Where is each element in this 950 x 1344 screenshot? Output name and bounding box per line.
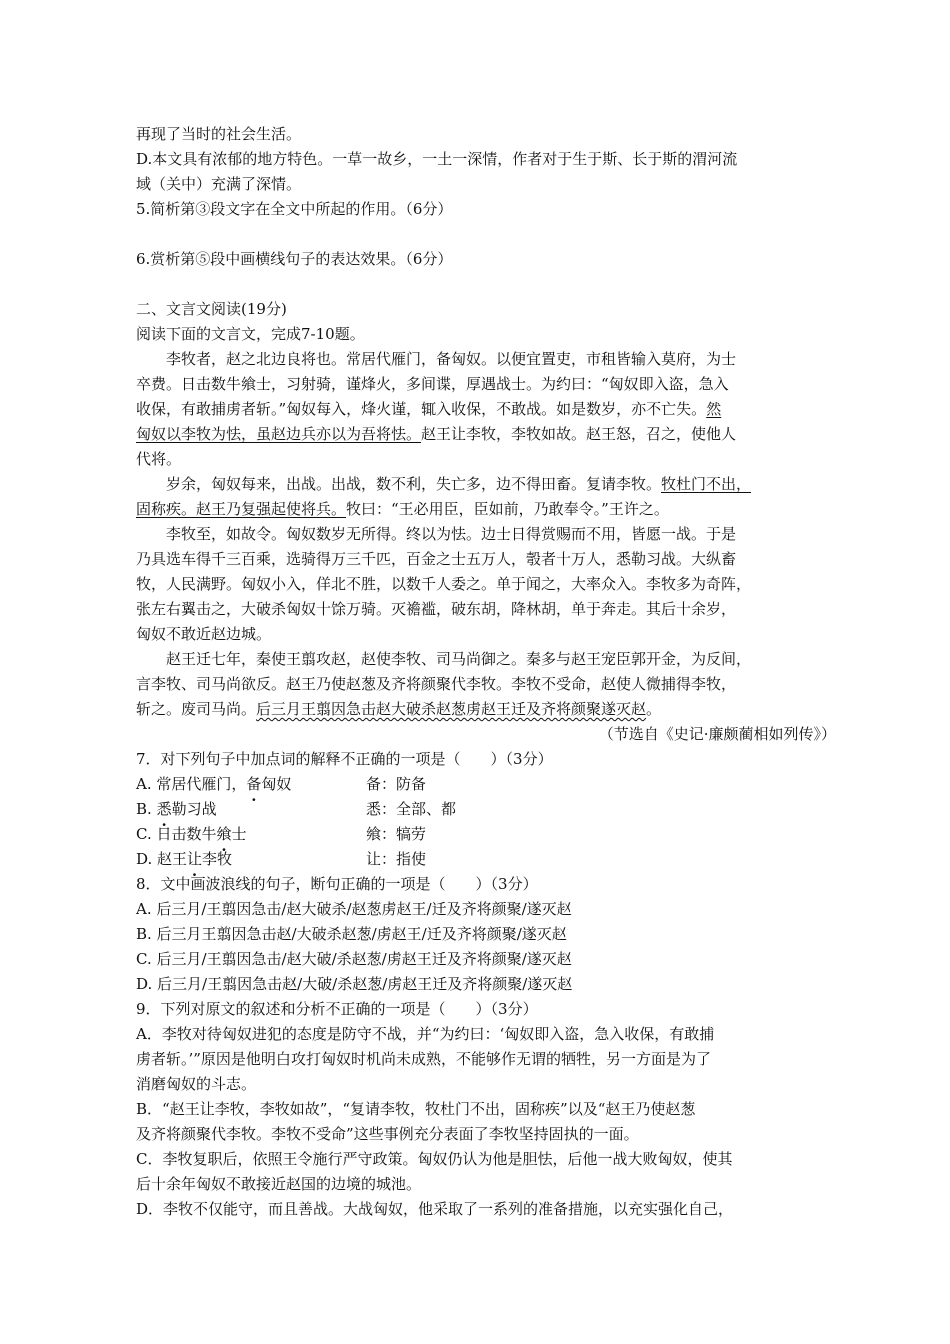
document-page xyxy=(136,122,836,1222)
passage-line: 岁余，匈奴每来，出战。出战，数不利，失亡多，边不得田畜。复请李牧。牧杜门不出， xyxy=(166,475,752,493)
q9-option-a: 虏者斩。’”原因是他明白攻打匈奴时机尚未成熟，不能够作无谓的牺牲，另一方面是为了 xyxy=(136,1050,711,1068)
question-6: 6.赏析第⑤段中画横线句子的表达效果。（6分） xyxy=(136,250,453,268)
q9-option-b: B．“赵王让李牧，李牧如故”，“复请李牧，牧杜门不出，固称疾”以及“赵王乃使赵葱 xyxy=(136,1100,696,1118)
wavy-underlined-sentence: 后三月王翦因急击赵大破杀赵葱虏赵王迁及齐将颜聚遂灭赵 xyxy=(256,700,647,718)
underlined-sentence: 固称疾。赵王乃复强起使将兵。 xyxy=(136,500,347,518)
passage-line: 斩之。废司马尚。后三月王翦因急击赵大破杀赵葱虏赵王迁及齐将颜聚遂灭赵。 xyxy=(136,700,662,718)
passage-line: 乃具选车得千三百乘，选骑得万三千匹，百金之士五万人，彀者十万人，悉勒习战。大纵畜 xyxy=(136,550,737,568)
passage-line: 李牧者，赵之北边良将也。常居代雁门，备匈奴。以便宜置吏，市租皆输入莫府，为士 xyxy=(166,350,737,368)
question-8: 8．文中画波浪线的句子，断句正确的一项是（ ）（3分） xyxy=(136,875,538,893)
passage-line: 匈奴不敢近赵边城。 xyxy=(136,625,272,643)
question-5: 5.简析第③段文字在全文中所起的作用。（6分） xyxy=(136,200,453,218)
passage-line: 牧，人民满野。匈奴小入，佯北不胜，以数千人委之。单于闻之，大率众入。李牧多为奇阵， xyxy=(136,575,752,593)
q8-option-c: C. 后三月/王翦因急击/赵大破/杀赵葱/虏赵王迁及齐将颜聚/遂灭赵 xyxy=(136,950,572,968)
question-9: 9．下列对原文的叙述和分析不正确的一项是（ ）（3分） xyxy=(136,1000,538,1018)
passage-line: 收保，有敢捕虏者斩。”匈奴每入，烽火谨，辄入收保，不敢战。如是数岁，亦不亡失。然 xyxy=(136,400,722,418)
underlined-sentence: 然 xyxy=(706,400,722,418)
option-d-line: D.本文具有浓郁的地方特色。一草一故乡，一土一深情，作者对于生于斯、长于斯的渭河流 xyxy=(136,150,738,168)
q9-option-a: 消磨匈奴的斗志。 xyxy=(136,1075,257,1093)
q8-option-b: B. 后三月王翦因急击赵/大破杀赵葱/虏赵王/迁及齐将颜聚/遂灭赵 xyxy=(136,925,567,943)
passage-line: 代将。 xyxy=(136,450,182,468)
q9-option-b: 及齐将颜聚代李牧。李牧不受命”这些事例充分表面了李牧坚持固执的一面。 xyxy=(136,1125,639,1143)
q7-option-c: C. 日击数牛飨士 飨：犒劳 xyxy=(136,825,427,843)
q9-option-c: C．李牧复职后，依照王令施行严守政策。匈奴仍认为他是胆怯，后他一战大败匈奴，使其 xyxy=(136,1150,733,1168)
section-instruction: 阅读下面的文言文，完成7-10题。 xyxy=(136,325,365,343)
passage-line: 卒费。日击数牛飨士，习射骑，谨烽火，多间谍，厚遇战士。为约曰：“匈奴即入盗，急入 xyxy=(136,375,729,393)
passage-line: 言李牧、司马尚欲反。赵王乃使赵葱及齐将颜聚代李牧。李牧不受命，赵使人微捕得李牧， xyxy=(136,675,737,693)
text-line: 域（关中）充满了深情。 xyxy=(136,175,302,193)
passage-line: 赵王迁七年，秦使王翦攻赵，赵使李牧、司马尚御之。秦多与赵王宠臣郭开金，为反间， xyxy=(166,650,752,668)
q7-option-b: B. 悉勒习战 悉：全部、都 xyxy=(136,800,457,818)
underlined-sentence: 牧杜门不出， xyxy=(661,475,752,493)
q7-option-a: A. 常居代雁门，备匈奴 备：防备 xyxy=(136,775,427,793)
passage-line: 固称疾。赵王乃复强起使将兵。牧曰：“王必用臣，臣如前，乃敢奉令。”王许之。 xyxy=(136,500,669,518)
source-citation: （节选自《史记·廉颇蔺相如列传》） xyxy=(598,725,836,743)
q7-option-d: D. 赵王让李牧 让：指使 xyxy=(136,850,427,868)
dotted-word: 飨 xyxy=(216,825,232,843)
question-7: 7．对下列句子中加点词的解释不正确的一项是（ ）（3分） xyxy=(136,750,553,768)
q8-option-a: A. 后三月/王翦因急击/赵大破杀/赵葱虏赵王/迁及齐将颜聚/遂灭赵 xyxy=(136,900,572,918)
underlined-sentence: 匈奴以李牧为怯，虽赵边兵亦以为吾将怯。 xyxy=(136,425,422,443)
text-line: 再现了当时的社会生活。 xyxy=(136,125,302,143)
q8-option-d: D. 后三月/王翦因急击赵/大破/杀赵葱/虏赵王迁及齐将颜聚/遂灭赵 xyxy=(136,975,573,993)
q9-option-a: A．李牧对待匈奴进犯的态度是防守不战，并“为约曰：‘匈奴即入盗，急入收保，有敢捕 xyxy=(136,1025,715,1043)
passage-line: 匈奴以李牧为怯，虽赵边兵亦以为吾将怯。赵王让李牧，李牧如故。赵王怒，召之，使他人 xyxy=(136,425,737,443)
q9-option-c: 后十余年匈奴不敢接近赵国的边境的城池。 xyxy=(136,1175,422,1193)
dotted-word: 备 xyxy=(246,775,262,793)
passage-line: 李牧至，如故令。匈奴数岁无所得。终以为怯。边士日得赏赐而不用，皆愿一战。于是 xyxy=(166,525,737,543)
section-heading: 二、文言文阅读(19分) xyxy=(136,300,287,318)
dotted-word: 让 xyxy=(187,850,203,868)
dotted-word: 悉 xyxy=(156,800,172,818)
passage-line: 张左右翼击之，大破杀匈奴十馀万骑。灭襜褴，破东胡，降林胡，单于奔走。其后十余岁， xyxy=(136,600,737,618)
q9-option-d: D．李牧不仅能守，而且善战。大战匈奴，他采取了一系列的准备措施，以充实强化自己， xyxy=(136,1200,734,1218)
